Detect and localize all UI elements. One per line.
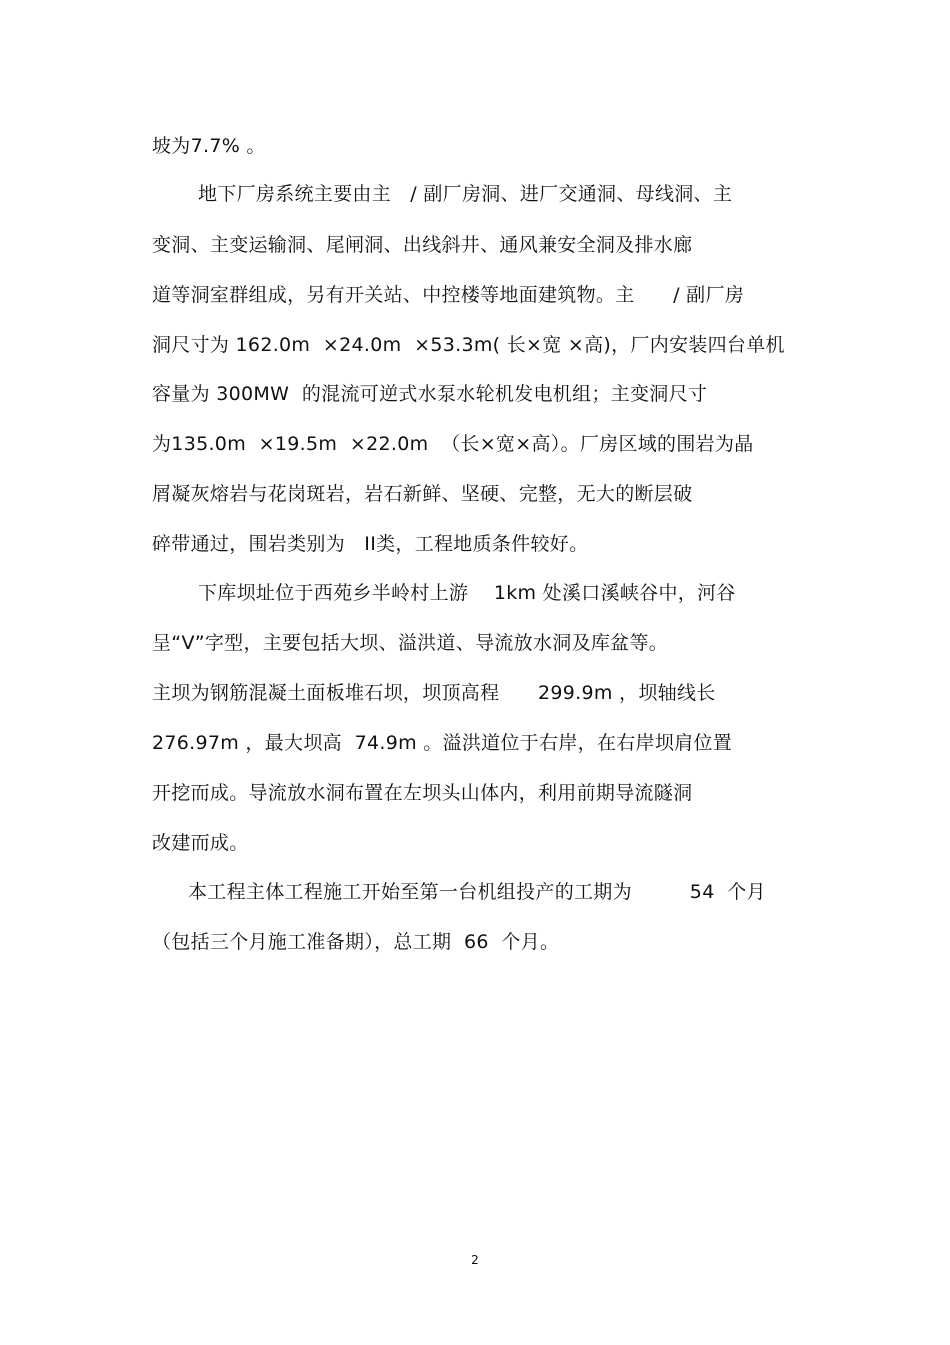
paragraph-2-line-5: 容量为 300MW 的混流可逆式水泵水轮机发电机组；主变洞尺寸 [152, 383, 708, 405]
paragraph-3-line-2: 呈“V”字型，主要包括大坝、溢洪道、导流放水洞及库盆等。 [152, 632, 669, 654]
paragraph-3-line-1: 下库坝址位于西苑乡半岭村上游 1km 处溪口溪峡谷中，河谷 [198, 582, 736, 604]
paragraph-4-line-1: 本工程主体工程施工开始至第一台机组投产的工期为 54 个月 [188, 881, 766, 903]
paragraph-3-line-4: 276.97m ，最大坝高 74.9m 。溢洪道位于右岸，在右岸坝肩位置 [152, 732, 733, 754]
paragraph-2-line-3: 道等洞室群组成，另有开关站、中控楼等地面建筑物。主 / 副厂房 [152, 284, 745, 306]
paragraph-2-line-1: 地下厂房系统主要由主 / 副厂房洞、进厂交通洞、母线洞、主 [198, 183, 733, 205]
page-number: 2 [471, 1253, 479, 1267]
paragraph-3-line-5: 开挖而成。导流放水洞布置在左坝头山体内，利用前期导流隧洞 [152, 782, 693, 804]
paragraph-3-line-3: 主坝为钢筋混凝土面板堆石坝，坝顶高程 299.9m ，坝轴线长 [152, 682, 716, 704]
paragraph-2-line-2: 变洞、主变运输洞、尾闸洞、出线斜井、通风兼安全洞及排水廊 [152, 234, 693, 256]
paragraph-1-line-1: 坡为7.7% 。 [152, 135, 266, 157]
paragraph-2-line-7: 屑凝灰熔岩与花岗斑岩，岩石新鲜、坚硬、完整，无大的断层破 [152, 483, 693, 505]
paragraph-2-line-8: 碎带通过，围岩类别为 II类，工程地质条件较好。 [152, 533, 589, 555]
paragraph-3-line-6: 改建而成。 [152, 832, 249, 854]
paragraph-4-line-2: （包括三个月施工准备期），总工期 66 个月。 [152, 931, 560, 953]
paragraph-2-line-6: 为135.0m ×19.5m ×22.0m （长×宽×高）。厂房区域的围岩为晶 [152, 433, 754, 455]
paragraph-2-line-4: 洞尺寸为 162.0m ×24.0m ×53.3m( 长×宽 ×高)，厂内安装四台单机 [152, 334, 785, 356]
